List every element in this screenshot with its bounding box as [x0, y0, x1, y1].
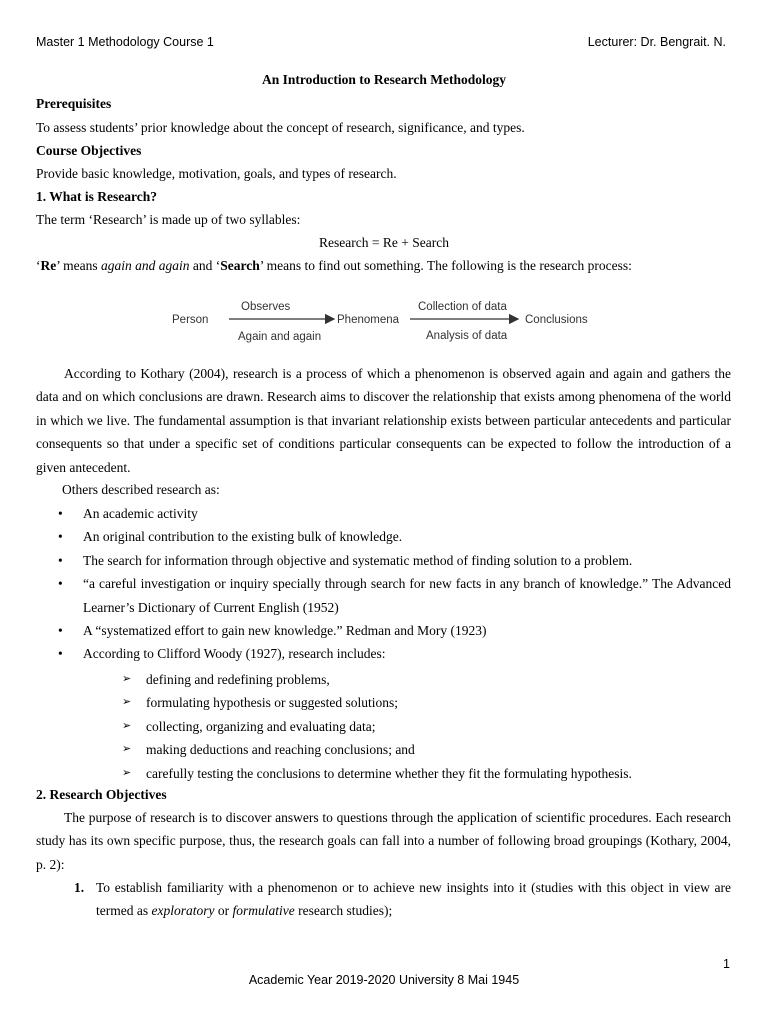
search-word: Search [220, 258, 260, 273]
header-lecturer: Lecturer: Dr. Bengrait. N. [587, 35, 726, 49]
research-term-intro: The term ‘Research’ is made up of two syllables: [36, 212, 301, 227]
diagram-again-label: Again and again [238, 331, 322, 343]
kothary-paragraph: According to Kothary (2004), research is a process of which a phenomenon is observed again and again and gathers the data and on which conclusions are drawn. Research aims to discover the relationship that exists among phenomena of the world in which we live. The fundamental assumption is that invariant relationship exists between particular antecedents and particular consequents so that under a specific set of conditions particular consequents can be expected to follow the introduction of a given antecedent. [36, 366, 731, 475]
page-number: 1 [723, 957, 730, 971]
list-item: ➢ carefully testing the conclusions to determine whether they fit the formulating hypothesis. [0, 762, 768, 785]
section2-heading: 2. Research Objectives [36, 787, 167, 802]
others-described: Others described research as: [62, 482, 220, 497]
research-process-diagram [160, 294, 600, 350]
bullet-icon: • [58, 529, 63, 545]
arrowhead-bullet-icon: ➢ [122, 719, 132, 732]
diagram-phenomena-label: Phenomena [337, 314, 400, 326]
arrowhead-bullet-icon: ➢ [122, 766, 132, 779]
bullet-icon: • [58, 506, 63, 521]
bullet-icon: • [58, 646, 63, 662]
research-goals-list [36, 876, 731, 923]
re-meaning: again and again [100, 258, 190, 273]
arrowhead-bullet-icon: ➢ [122, 696, 132, 709]
prerequisites-text: To assess students’ prior knowledge about the concept of research, significance, and types. [36, 120, 525, 135]
arrowhead-bullet-icon: ➢ [122, 743, 132, 756]
arrowhead-bullet-icon: ➢ [122, 673, 132, 685]
diagram-conclusions-label: Conclusions [525, 314, 588, 326]
research-equation: Research = Re + Search [319, 235, 449, 250]
prerequisites-heading: Prerequisites [36, 96, 112, 111]
list-item: • According to Clifford Woody (1927), research includes: [36, 642, 731, 665]
list-item: ➢ defining and redefining problems, [0, 668, 768, 691]
list-item: • “a careful investigation or inquiry specially through search for new facts in any branch of knowledge.” The Advanced Learner’s Dictionary of Current English (1952) [36, 572, 731, 619]
list-item: • The search for information through objective and systematic method of finding solution to a problem. [36, 549, 731, 572]
list-item: ➢ making deductions and reaching conclusions; and [0, 738, 768, 761]
list-item: ➢ collecting, organizing and evaluating data; [0, 715, 768, 738]
diagram-collection-label: Collection of data [418, 301, 507, 313]
re-word: Re [40, 258, 57, 273]
research-objectives-paragraph: The purpose of research is to discover answers to questions through the application of scientific procedures. Each research study has its own specific purpose, thus, the research goals can fall into a number of following broad groupings (Kothary, 2004, p. 2): [36, 810, 731, 872]
bullet-icon: • [58, 552, 63, 568]
objectives-text: Provide basic knowledge, motivation, goals, and types of research. [36, 166, 397, 181]
re-search-definition: ‘Re’ means again and again and ‘Search’ means to find out something. The following is the research process: [36, 258, 632, 273]
list-item: ➢ formulating hypothesis or suggested solutions; [0, 691, 768, 714]
document-title: An Introduction to Research Methodology [261, 72, 506, 87]
bullet-icon: • [58, 576, 63, 592]
list-number: 1. [74, 880, 85, 895]
diagram-observes-label: Observes [241, 301, 291, 313]
exploratory-term: exploratory [151, 903, 215, 919]
diagram-person-label: Person [172, 314, 209, 326]
list-item: 1. To establish familiarity with a phenomenon or to achieve new insights into it (studies with this object in view are termed as exploratory or formulative research studies); [36, 876, 731, 923]
woody-includes-list [0, 668, 768, 785]
bullet-icon: • [58, 623, 63, 639]
formulative-term: formulative [232, 903, 295, 919]
footer-text: Academic Year 2019-2020 University 8 Mai 1945 [248, 973, 520, 987]
list-item: • An academic activity [36, 502, 731, 525]
objectives-heading: Course Objectives [36, 143, 142, 158]
research-definitions-list [36, 502, 731, 666]
list-item: • An original contribution to the existing bulk of knowledge. [36, 525, 731, 548]
header-course: Master 1 Methodology Course 1 [36, 35, 214, 49]
list-item: • A “systematized effort to gain new knowledge.” Redman and Mory (1923) [36, 619, 731, 642]
diagram-analysis-label: Analysis of data [426, 330, 508, 342]
section1-heading: 1. What is Research? [36, 189, 157, 204]
